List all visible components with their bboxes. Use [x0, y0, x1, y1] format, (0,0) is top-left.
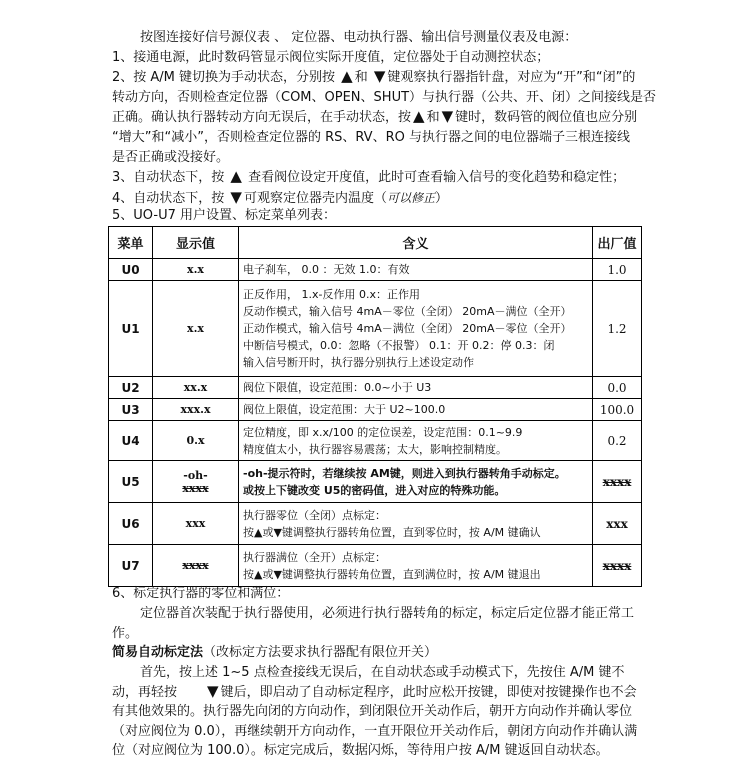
paragraph-2: 首先，按上述 1~5 点检查接线无误后，在自动状态或手动模式下，先按住 A/M 键不动，再轻按 ▼ 键后，即启动了自动标定程序，此时应松开按键，即使对按键操作也不会有其他效果的。执行器先向闭的方向动作，到闭限位开关动作后，朝开方向动作并确认零位（对应阀位为 0.0），再继续朝开方向动作，一直开限位开关动作后，朝闭方向动作并确认满位（对应阀位为 100.0）。标定完成后，数据闪烁，等待用户按 A/M 键返回自动状态。 — [112, 665, 638, 758]
step-2-line-3: 正确。确认执行器转动方向无误后，在手动状态，按 ▲ 和 ▼ 键时，数码管的阀位值也应分别 — [112, 107, 638, 125]
header-default: 出厂值 — [593, 227, 642, 259]
up-triangle-icon: ▲ — [413, 107, 425, 125]
menu-table — [108, 226, 642, 587]
default-value: 1.0 — [593, 259, 642, 281]
step-5: 5、UO-U7 用户设置、标定菜单列表： — [112, 208, 336, 223]
down-triangle-icon: ▼ — [441, 107, 454, 125]
menu-code: U3 — [109, 399, 153, 421]
intro-line: 按图连接好信号源仪表 、 定位器、电动执行器、输出信号测量仪表及电源： — [140, 30, 578, 45]
menu-code: U7 — [109, 545, 153, 587]
meaning-cell: 执行器零位（全闭）点标定： 按▲或▼键调整执行器转角位置，直到零位时，按 A/M 键确认 — [239, 503, 593, 545]
default-value: 100.0 — [593, 399, 642, 421]
table-row — [109, 421, 642, 461]
header-meaning: 含义 — [239, 227, 593, 259]
default-value: xxxx — [593, 545, 642, 587]
display-value: x.x — [153, 259, 239, 281]
meaning-cell: 阀位下限值，设定范围：0.0~小于 U3 — [239, 377, 593, 399]
table-row — [109, 461, 642, 503]
down-triangle-icon: ▼ — [207, 681, 219, 700]
table-row — [109, 281, 642, 377]
table-row — [109, 503, 642, 545]
meaning-cell: 正反作用， 1.x-反作用 0.x：正作用 反动作模式，输入信号 4mA－零位（全闭） 20mA－满位（全开） 正动作模式，输入信号 4mA－满位（全闭） 20mA－零位（全开） 中断信号模式，0.0：忽略（不报警） 0.1：开 0.2：停 0.3：闭 输入信号断开时，执行器分别执行上述设定动作 — [239, 281, 593, 377]
display-value: -oh- xxxx — [153, 461, 239, 503]
paragraph-1: 定位器首次装配于执行器使用，必须进行执行器转角的标定，标定后定位器才能正常工作。 — [112, 606, 635, 641]
step-2-line-4: “增大”和“减小”，否则检查定位器的 RS、RV、RO 与执行器之间的电位器端子三根连接线 — [112, 130, 630, 145]
meaning-cell: 电子刹车， 0.0 ：无效 1.0：有效 — [239, 259, 593, 281]
table-row — [109, 377, 642, 399]
display-value: xxx — [153, 503, 239, 545]
step-1: 1、接通电源，此时数码管显示阀位实际开度值，定位器处于自动测控状态； — [112, 50, 550, 65]
display-value: xxx.x — [153, 399, 239, 421]
display-value: x.x — [153, 281, 239, 377]
table-row — [109, 545, 642, 587]
step-2-line-5: 是否正确或没接好。 — [112, 150, 230, 165]
section-6-heading: 6、标定执行器的零位和满位： — [112, 586, 290, 601]
meaning-cell: 阀位上限值，设定范围：大于 U2~100.0 — [239, 399, 593, 421]
header-display: 显示值 — [153, 227, 239, 259]
table-row — [109, 259, 642, 281]
step-2-line-2: 转动方向，否则检查定位器（COM、OPEN、SHUT）与执行器（公共、开、闭）之间接线是否 — [112, 90, 657, 105]
default-value: 1.2 — [593, 281, 642, 377]
display-value: xx.x — [153, 377, 239, 399]
down-triangle-icon: ▼ — [373, 67, 386, 85]
meaning-cell: 执行器满位（全开）点标定： 按▲或▼键调整执行器转角位置，直到满位时，按 A/M 键退出 — [239, 545, 593, 587]
easy-calibration-heading: 简易自动标定法（改标定方法要求执行器配有限位开关） — [112, 645, 438, 660]
down-triangle-icon: ▼ — [230, 188, 242, 206]
menu-code: U2 — [109, 377, 153, 399]
step-4-note: 可以修正 — [386, 191, 435, 205]
step-2-line-1: 2、按 A/M 键切换为手动状态，分别按 ▲ 和 ▼ 键观察执行器指针盘，对应为“开”和“闭”的 — [112, 67, 636, 85]
default-value: xxx — [593, 503, 642, 545]
default-value: 0.0 — [593, 377, 642, 399]
default-value: xxxx — [593, 461, 642, 503]
table-header-row — [109, 227, 642, 259]
meaning-cell: 定位精度，即 x.x/100 的定位误差，设定范围：0.1~9.9 精度值太小，执行器容易震荡；太大，影响控制精度。 — [239, 421, 593, 461]
up-triangle-icon: ▲ — [341, 67, 353, 85]
display-value: xxxx — [153, 545, 239, 587]
menu-code: U0 — [109, 259, 153, 281]
step-3: 3、自动状态下，按 ▲ 查看阀位设定开度值，此时可查看输入信号的变化趋势和稳定性； — [112, 167, 626, 185]
menu-code: U1 — [109, 281, 153, 377]
up-triangle-icon: ▲ — [230, 167, 242, 185]
menu-code: U5 — [109, 461, 153, 503]
menu-code: U6 — [109, 503, 153, 545]
header-menu: 菜单 — [109, 227, 153, 259]
meaning-cell: -oh-提示符时，若继续按 AM键，则进入到执行器转角手动标定。 或按上下键改变 U5的密码值，进入对应的特殊功能。 — [239, 461, 593, 503]
table-row — [109, 399, 642, 421]
step-4: 4、自动状态下，按 ▼ 可观察定位器壳内温度（可以修正） — [112, 188, 449, 206]
display-value: 0.x — [153, 421, 239, 461]
default-value: 0.2 — [593, 421, 642, 461]
menu-code: U4 — [109, 421, 153, 461]
